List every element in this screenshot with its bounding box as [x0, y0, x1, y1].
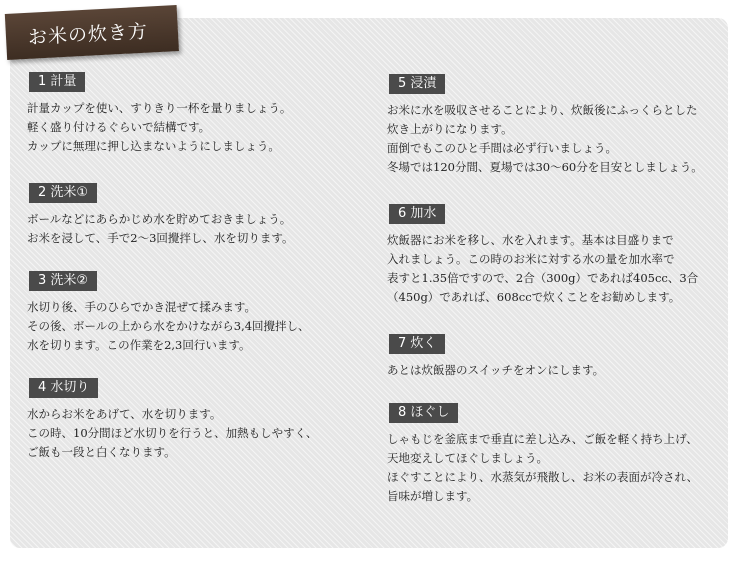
step-4-line-2: この時、10分間ほど水切りを行うと、加熱もしやすく、 [27, 426, 318, 440]
step-5-label: 5 浸漬 [389, 74, 445, 94]
step-5-line-1: お米に水を吸収させることにより、炊飯後にふっくらとした [387, 103, 698, 117]
step-6-line-3: 表すと1.35倍ですので、2合（300g）であれば405cc、3合 [387, 271, 699, 285]
step-4-description [27, 405, 367, 462]
step-1-line-3: カップに無理に押し込まないようにしましょう。 [27, 139, 280, 153]
step-5-line-3: 面倒でもこのひと手間は必ず行いましょう。 [387, 141, 617, 155]
step-5-line-2: 炊き上がりになります。 [387, 122, 513, 136]
step-2-description [27, 210, 367, 248]
step-6 [387, 202, 727, 307]
step-4-line-1: 水からお米をあげて、水を切ります。 [27, 407, 222, 421]
step-8 [387, 401, 727, 506]
step-8-line-4: 旨味が増します。 [387, 489, 479, 503]
step-5 [387, 72, 727, 177]
step-7 [387, 332, 727, 380]
step-3-label: 3 洗米② [29, 271, 97, 291]
step-5-description [387, 101, 727, 177]
step-3-line-1: 水切り後、手のひらでかき混ぜて揉みます。 [27, 300, 256, 314]
step-4-line-3: ご飯も一段と白くなります。 [27, 445, 176, 459]
step-6-label: 6 加水 [389, 204, 445, 224]
step-6-line-2: 入れましょう。この時のお米に対する水の量を加水率で [387, 252, 675, 266]
step-3-line-2: その後、ボールの上から水をかけながら3,4回攪拌し、 [27, 319, 310, 333]
step-6-line-1: 炊飯器にお米を移し、水を入れます。基本は目盛りまで [387, 233, 674, 247]
step-2-line-2: お米を浸して、手で2～3回攪拌し、水を切ります。 [27, 231, 294, 245]
step-6-line-4: （450g）であれば、608ccで炊くことをお勧めします。 [387, 290, 681, 304]
step-8-line-3: ほぐすことにより、水蒸気が飛散し、お米の表面が冷され、 [387, 470, 699, 484]
step-2-line-1: ボールなどにあらかじめ水を貯めておきましょう。 [27, 212, 292, 226]
step-8-description [387, 430, 727, 506]
step-7-line-1: あとは炊飯器のスイッチをオンにします。 [387, 363, 605, 377]
step-2-label: 2 洗米① [29, 183, 97, 203]
step-8-line-1: しゃもじを釜底まで垂直に差し込み、ご飯を軽く持ち上げ、 [387, 432, 698, 446]
step-7-label: 7 炊く [389, 334, 445, 354]
step-4 [27, 376, 367, 462]
step-3 [27, 269, 367, 355]
step-6-description [387, 231, 727, 307]
step-7-description [387, 361, 727, 380]
step-2 [27, 181, 367, 248]
step-8-label: 8 ほぐし [389, 403, 458, 423]
step-1-line-2: 軽く盛り付けるぐらいで結構です。 [27, 120, 211, 134]
step-3-description [27, 298, 367, 355]
step-4-label: 4 水切り [29, 378, 98, 398]
step-1-description [27, 99, 367, 156]
step-3-line-3: 水を切ります。この作業を2,3回行います。 [27, 338, 251, 352]
step-1-label: 1 計量 [29, 72, 85, 92]
step-1 [27, 70, 367, 156]
step-1-line-1: 計量カップを使い、すりきり一杯を量りましょう。 [27, 101, 292, 115]
step-5-line-4: 冬場では120分間、夏場では30～60分を目安としましょう。 [387, 160, 703, 174]
step-8-line-2: 天地変えしてほぐしましょう。 [387, 451, 548, 465]
page-title: お米の炊き方 [27, 20, 149, 49]
page-title-ribbon [5, 5, 179, 60]
